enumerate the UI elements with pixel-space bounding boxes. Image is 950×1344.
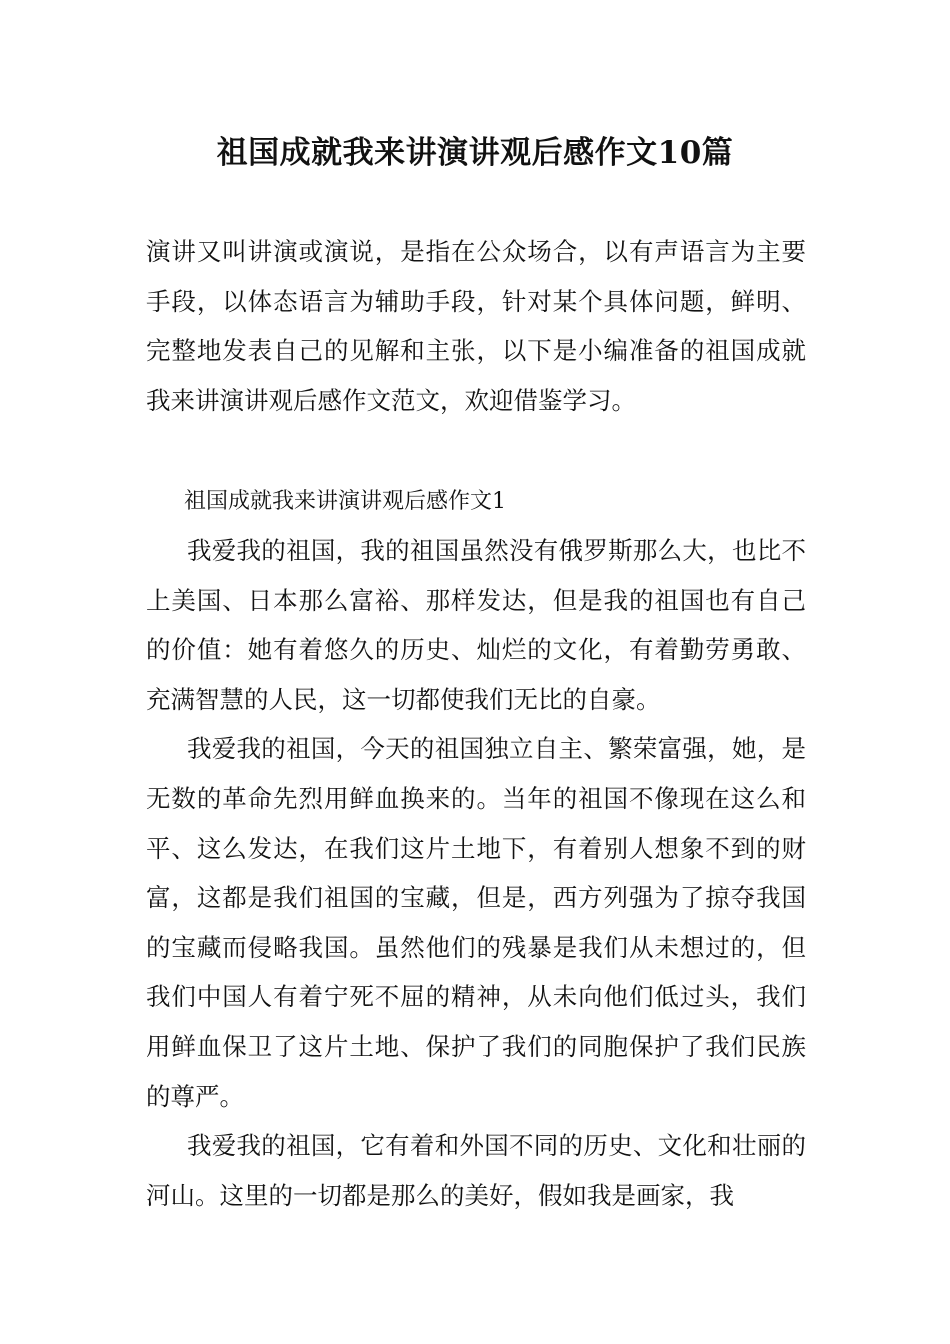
intro-paragraph: 演讲又叫讲演或演说，是指在公众场合，以有声语言为主要手段，以体态语言为辅助手段，针对某个具体问题，鲜明、完整地发表自己的见解和主张，以下是小编准备的祖国成就我来讲演讲观后感作文范文，欢迎借鉴学习。 xyxy=(146,237,806,415)
document-title: 祖国成就我来讲演讲观后感作文10篇 xyxy=(216,135,734,171)
essay-section xyxy=(146,477,806,1220)
essay-paragraph-3: 我爱我的祖国，它有着和外国不同的历史、文化和壮丽的河山。这里的一切都是那么的美好，假如我是画家，我 xyxy=(146,1131,806,1210)
intro-section xyxy=(146,227,806,425)
essay-paragraph-1: 我爱我的祖国，我的祖国虽然没有俄罗斯那么大，也比不上美国、日本那么富裕、那样发达，但是我的祖国也有自己的价值：她有着悠久的历史、灿烂的文化，有着勤劳勇敢、充满智慧的人民，这一切都使我们无比的自豪。 xyxy=(146,536,806,714)
section-title: 祖国成就我来讲演讲观后感作文1 xyxy=(184,489,506,514)
essay-paragraph-2: 我爱我的祖国，今天的祖国独立自主、繁荣富强，她，是无数的革命先烈用鲜血换来的。当年的祖国不像现在这么和平、这么发达，在我们这片土地下，有着别人想象不到的财富，这都是我们祖国的宝藏，但是，西方列强为了掠夺我国的宝藏而侵略我国。虽然他们的残暴是我们从未想过的，但我们中国人有着宁死不屈的精神，从未向他们低过头，我们用鲜血保卫了这片土地、保护了我们的同胞保护了我们民族的尊严。 xyxy=(146,734,806,1111)
